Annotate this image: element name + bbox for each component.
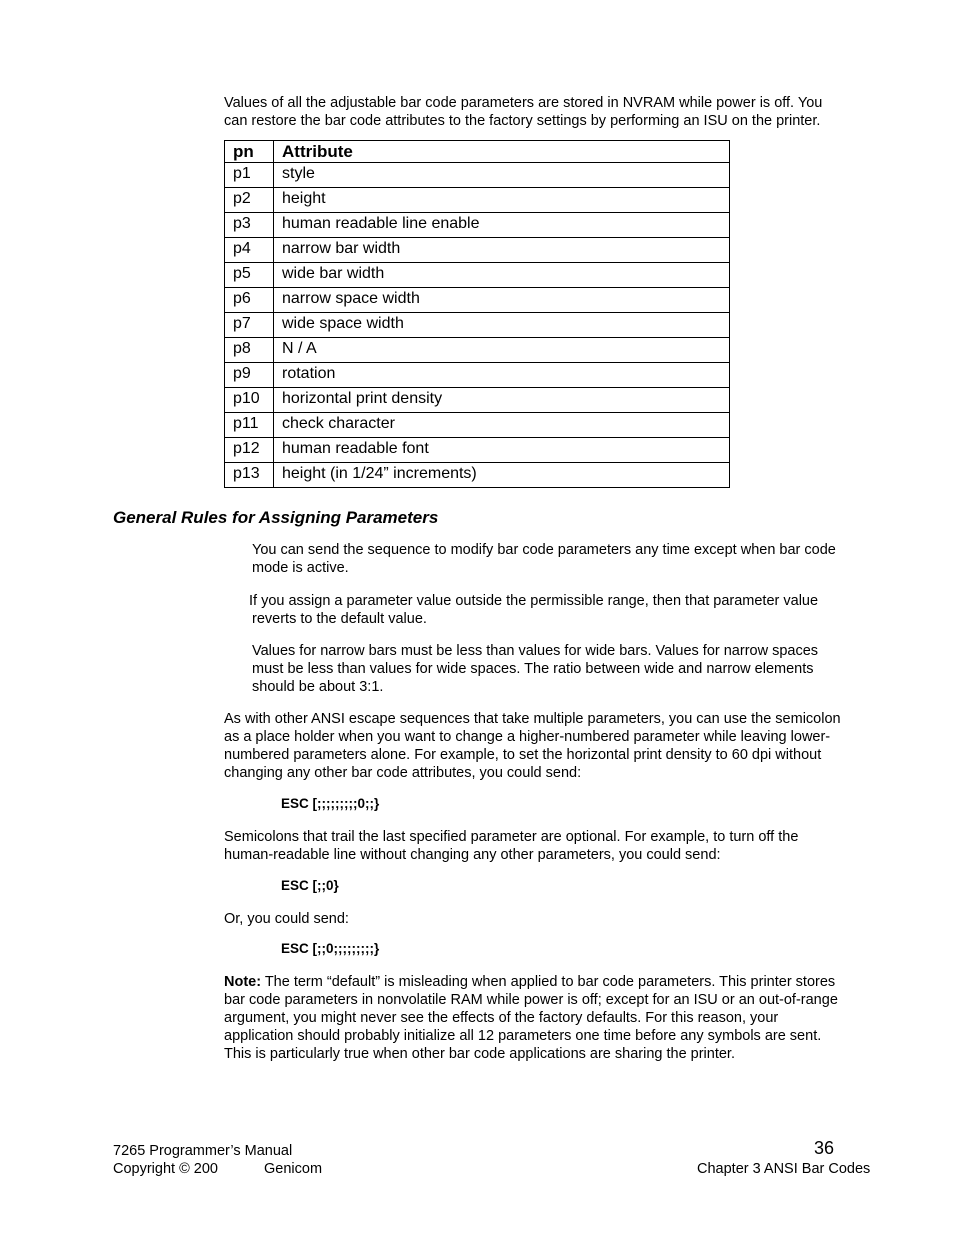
note-line-4: application should probably initialize all 12 parameters one time before any symbols are sent. bbox=[224, 1028, 822, 1044]
section-heading: General Rules for Assigning Parameters bbox=[113, 508, 439, 527]
para4-line-2: as a place holder when you want to change a higher-numbered parameter while leaving lower- bbox=[224, 729, 831, 745]
cell-pn: p6 bbox=[225, 288, 274, 313]
table-row bbox=[225, 438, 730, 463]
cell-pn: p13 bbox=[225, 463, 274, 488]
rule3-line-1: Values for narrow bars must be less than values for wide bars. Values for narrow spaces bbox=[252, 643, 819, 659]
cell-attribute: human readable font bbox=[274, 438, 730, 463]
para4-line-3: numbered parameters alone. For example, to set the horizontal print density to 60 dpi without bbox=[224, 747, 822, 763]
para4-line-4: changing any other bar code attributes, you could send: bbox=[224, 765, 582, 781]
alternative-paragraph: Or, you could send: bbox=[224, 911, 349, 927]
table-row bbox=[225, 238, 730, 263]
table-row bbox=[225, 288, 730, 313]
cell-pn: p7 bbox=[225, 313, 274, 338]
table-row bbox=[225, 338, 730, 363]
rule2-line-2: reverts to the default value. bbox=[252, 611, 427, 627]
note-line-5: This is particularly true when other bar code applications are sharing the printer. bbox=[224, 1046, 735, 1062]
note-label: Note: bbox=[224, 974, 262, 990]
code-example-2: ESC [;;0} bbox=[281, 878, 339, 893]
footer-copyright bbox=[113, 1160, 322, 1178]
cell-pn: p12 bbox=[225, 438, 274, 463]
table-header-row bbox=[225, 141, 730, 163]
rule1-line-1: You can send the sequence to modify bar code parameters any time except when bar code bbox=[252, 542, 836, 558]
cell-pn: p2 bbox=[225, 188, 274, 213]
note-line-1 bbox=[224, 973, 894, 991]
table-row bbox=[225, 313, 730, 338]
cell-attribute: height (in 1/24” increments) bbox=[274, 463, 730, 488]
header-attribute: Attribute bbox=[274, 141, 730, 163]
para4-line-1: As with other ANSI escape sequences that take multiple parameters, you can use the semicolon bbox=[224, 711, 841, 727]
para5-line-2: human-readable line without changing any other parameters, you could send: bbox=[224, 847, 721, 863]
page-number: 36 bbox=[814, 1138, 835, 1158]
para5-line-1: Semicolons that trail the last specified parameter are optional. For example, to turn off the bbox=[224, 829, 799, 845]
trailing-semicolon-paragraph bbox=[224, 828, 884, 864]
cell-pn: p10 bbox=[225, 388, 274, 413]
cell-attribute: wide bar width bbox=[274, 263, 730, 288]
cell-pn: p11 bbox=[225, 413, 274, 438]
cell-attribute: narrow space width bbox=[274, 288, 730, 313]
note-line-3: argument, you might never see the effects of the factory defaults. For this reason, your bbox=[224, 1010, 779, 1026]
semicolon-paragraph bbox=[224, 710, 894, 782]
cell-attribute: wide space width bbox=[274, 313, 730, 338]
cell-attribute: check character bbox=[274, 413, 730, 438]
table-row bbox=[225, 388, 730, 413]
rule3-line-3: should be about 3:1. bbox=[252, 679, 384, 695]
intro-line-1: Values of all the adjustable bar code parameters are stored in NVRAM while power is off. You bbox=[224, 95, 823, 111]
intro-paragraph bbox=[224, 94, 884, 130]
cell-attribute: height bbox=[274, 188, 730, 213]
note-paragraph bbox=[224, 973, 894, 1063]
rule-paragraph-3 bbox=[252, 642, 882, 696]
footer-company: Genicom bbox=[264, 1161, 323, 1177]
code-example-1: ESC [;;;;;;;;;0;;} bbox=[281, 796, 380, 811]
header-pn: pn bbox=[225, 141, 274, 163]
cell-pn: p9 bbox=[225, 363, 274, 388]
cell-pn: p4 bbox=[225, 238, 274, 263]
footer-manual-title: 7265 Programmer’s Manual bbox=[113, 1143, 293, 1159]
table-row bbox=[225, 263, 730, 288]
cell-pn: p3 bbox=[225, 213, 274, 238]
table-row bbox=[225, 213, 730, 238]
cell-attribute: style bbox=[274, 163, 730, 188]
table-row bbox=[225, 363, 730, 388]
rule3-line-2: must be less than values for wide spaces. The ratio between wide and narrow elements bbox=[252, 661, 814, 677]
rule2-line-1: If you assign a parameter value outside the permissible range, then that parameter value bbox=[249, 593, 819, 609]
rule-paragraph-1 bbox=[252, 541, 892, 577]
parameter-table bbox=[224, 140, 730, 488]
cell-pn: p5 bbox=[225, 263, 274, 288]
cell-attribute: rotation bbox=[274, 363, 730, 388]
rule-paragraph-2 bbox=[249, 592, 889, 628]
table-row bbox=[225, 188, 730, 213]
note-line-2: bar code parameters in nonvolatile RAM while power is off; except for an ISU or an out-of-range bbox=[224, 992, 838, 1008]
code-example-3: ESC [;;0;;;;;;;;;} bbox=[281, 941, 380, 956]
cell-attribute: human readable line enable bbox=[274, 213, 730, 238]
cell-pn: p1 bbox=[225, 163, 274, 188]
table-row bbox=[225, 163, 730, 188]
cell-attribute: N / A bbox=[274, 338, 730, 363]
cell-attribute: narrow bar width bbox=[274, 238, 730, 263]
intro-line-2: can restore the bar code attributes to the factory settings by performing an ISU on the printer. bbox=[224, 113, 821, 129]
table-row bbox=[225, 463, 730, 488]
table-row bbox=[225, 413, 730, 438]
cell-attribute: horizontal print density bbox=[274, 388, 730, 413]
cell-pn: p8 bbox=[225, 338, 274, 363]
footer-chapter: Chapter 3 ANSI Bar Codes bbox=[697, 1161, 871, 1177]
footer-copyright-text: Copyright © 200 bbox=[113, 1161, 218, 1177]
note-line-1-text: The term “default” is misleading when applied to bar code parameters. This printer stores bbox=[261, 974, 836, 990]
rule1-line-2: mode is active. bbox=[252, 560, 349, 576]
